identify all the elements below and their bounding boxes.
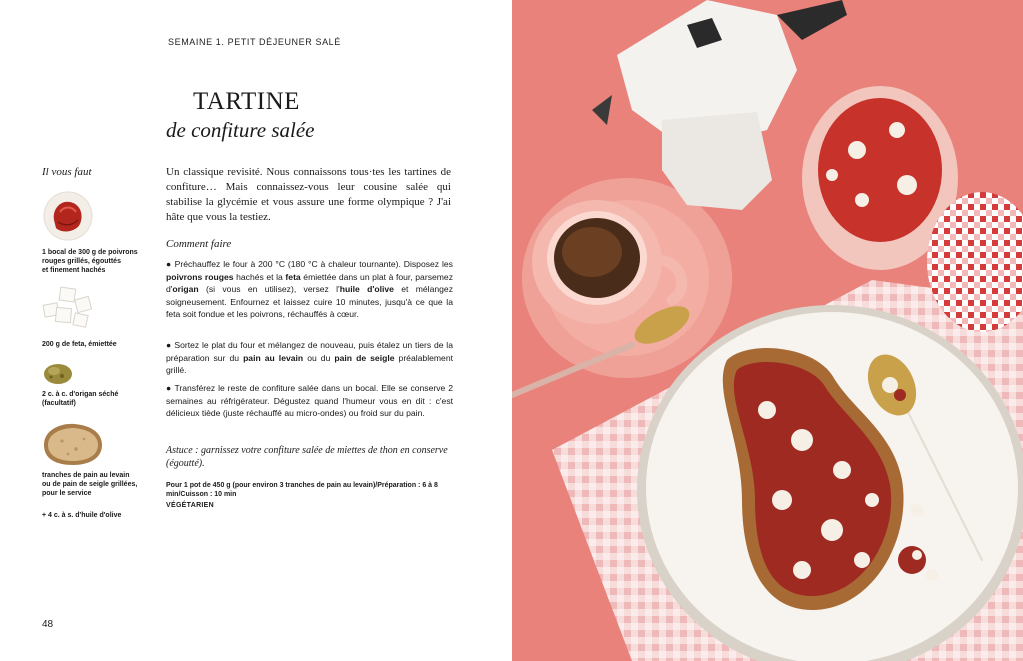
ingredient-item: + 4 c. à s. d'huile d'olive bbox=[42, 512, 122, 519]
method-step: ● Sortez le plat du four et mélangez de nouveau, puis étalez un tiers de la préparation sur du pain au levain ou du pain de seigle préalablement grillé. bbox=[166, 340, 454, 376]
running-head: SEMAINE 1. PETIT DÉJEUNER SALÉ bbox=[168, 37, 341, 47]
tip-text: Astuce : garnissez votre confiture salée de miettes de thon en conserve (égoutté). bbox=[166, 445, 448, 469]
method-step: ● Transférez le reste de confiture salée dans un bocal. Elle se conserve 2 semaines au réfrigérateur. Dégustez quand l'humeur vous en dit : c'est délicieux tiède (juste réchauffé au micro-ondes) ou froid sur du pain. bbox=[166, 383, 453, 419]
food-photo bbox=[512, 0, 1023, 661]
method-step: ● Préchauffez le four à 200 °C (180 °C à chaleur tournante). Disposez les poivrons rouges hachés et la feta émiettée dans un plat à four, parsemez d'origan (si vous en utilisez), versez l'huile d'olive et mélangez soigneusement. Enfournez et laissez cuire 10 minutes, jusqu'à ce que la feta soit fondue et les poivrons, réchauffés à cœur. bbox=[166, 259, 454, 320]
bullet: ● bbox=[166, 259, 175, 269]
ingredient-item: 2 c. à c. d'origan séché (facultatif) bbox=[42, 391, 119, 407]
ingredient-item: tranches de pain au levain ou de pain de seigle grillées, pour le service bbox=[42, 472, 138, 497]
method-heading: Comment faire bbox=[166, 238, 232, 250]
ingredient-item: 1 bocal de 300 g de poivrons rouges grillés, égouttés et finement hachés bbox=[42, 249, 138, 274]
recipe-title: TARTINE bbox=[193, 88, 300, 115]
portion-info: Pour 1 pot de 450 g (pour environ 3 tranches de pain au levain)/Préparation : 6 à 8 min/Cuisson : 10 min bbox=[166, 482, 438, 498]
ingredients-heading: Il vous faut bbox=[42, 166, 92, 178]
ingredient-item: 200 g de feta, émiettée bbox=[42, 341, 117, 348]
bullet: ● bbox=[166, 340, 175, 350]
feta-cubes-icon bbox=[40, 284, 98, 332]
intro-text: Un classique revisité. Nous connaissons tous·tes les tartines de confiture… Mais connaissez-vous leur cousine salée qui stabilise la glycémie et vous assure une forme olympique ? J'ai hâte que vous la testiez. bbox=[166, 166, 451, 223]
diet-badge: VÉGÉTARIEN bbox=[166, 502, 214, 509]
red-pepper-icon bbox=[42, 190, 94, 242]
page-number: 48 bbox=[42, 619, 54, 630]
food-photo-illustration bbox=[512, 0, 1023, 661]
bullet: ● bbox=[166, 383, 175, 393]
oregano-icon bbox=[42, 358, 74, 386]
recipe-subtitle: de confiture salée bbox=[166, 118, 315, 142]
bread-slice-icon bbox=[40, 421, 106, 467]
